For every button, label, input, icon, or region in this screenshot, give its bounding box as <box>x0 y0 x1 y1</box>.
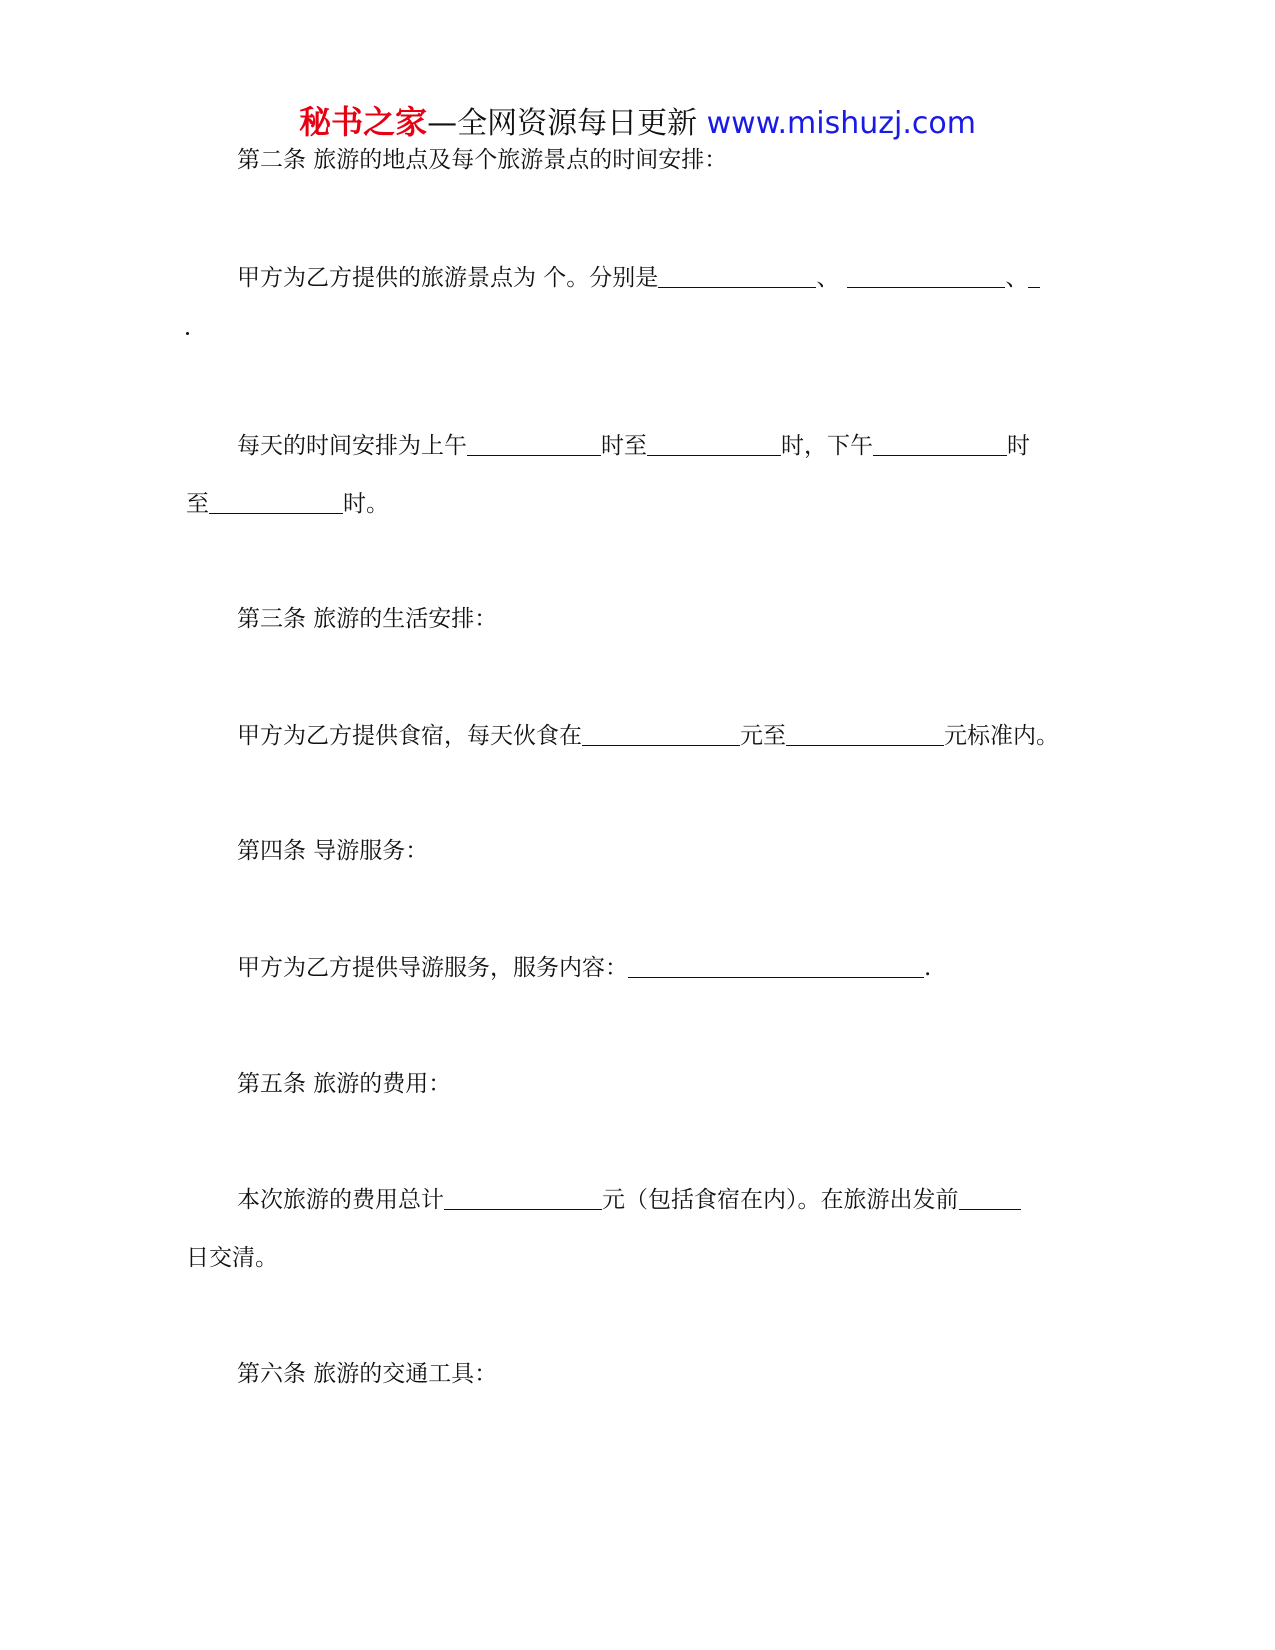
text: 时。 <box>343 491 389 517</box>
text: 时，下午 <box>781 433 873 459</box>
article-5-line-2: 日交清。 <box>186 1245 278 1271</box>
text: 、 <box>816 265 840 291</box>
article-4-line-1 <box>237 952 931 984</box>
blank-field <box>658 263 816 288</box>
blank-field <box>467 431 601 456</box>
text: 甲方为乙方提供食宿，每天伙食在 <box>237 723 582 749</box>
text: 甲方为乙方提供的旅游景点为 个。分别是 <box>237 265 659 291</box>
text: 时至 <box>601 433 647 459</box>
text: . <box>924 955 932 981</box>
article-2-title: 第二条 旅游的地点及每个旅游景点的时间安排： <box>237 147 728 173</box>
text: 元至 <box>740 723 786 749</box>
article-2-line-2 <box>237 430 1030 462</box>
blank-field <box>444 1185 602 1210</box>
blank-field <box>582 721 740 746</box>
text: 本次旅游的费用总计 <box>237 1187 444 1213</box>
blank-field <box>209 489 343 514</box>
blank-field <box>1028 263 1040 288</box>
text: 至 <box>186 491 209 517</box>
blank-field <box>959 1185 1021 1210</box>
site-url: www.mishuzj.com <box>706 106 976 141</box>
brand-name: 秘书之家 <box>299 103 428 141</box>
article-2-line-3 <box>186 488 389 520</box>
text: 每天的时间安排为上午 <box>237 433 467 459</box>
blank-field <box>873 431 1007 456</box>
slogan: —全网资源每日更新 <box>427 106 698 141</box>
article-5-title: 第五条 旅游的费用： <box>237 1071 452 1097</box>
blank-field <box>786 721 944 746</box>
text: 元标准内。 <box>944 723 1059 749</box>
article-3-title: 第三条 旅游的生活安排： <box>237 606 498 632</box>
site-watermark-header <box>0 100 1275 146</box>
article-5-line-1 <box>237 1184 1021 1216</box>
blank-field <box>647 431 781 456</box>
article-4-title: 第四条 导游服务： <box>237 838 429 864</box>
blank-field <box>847 263 1005 288</box>
text: 甲方为乙方提供导游服务，服务内容： <box>237 955 628 981</box>
trailing-period <box>186 332 189 335</box>
text: 元（包括食宿在内）。在旅游出发前 <box>602 1187 959 1213</box>
text: 、 <box>1005 265 1029 291</box>
article-3-line-1 <box>237 720 1059 752</box>
article-2-line-1 <box>237 262 1040 294</box>
text: 时 <box>1007 433 1030 459</box>
article-6-title: 第六条 旅游的交通工具： <box>237 1361 498 1387</box>
blank-field <box>628 953 924 978</box>
